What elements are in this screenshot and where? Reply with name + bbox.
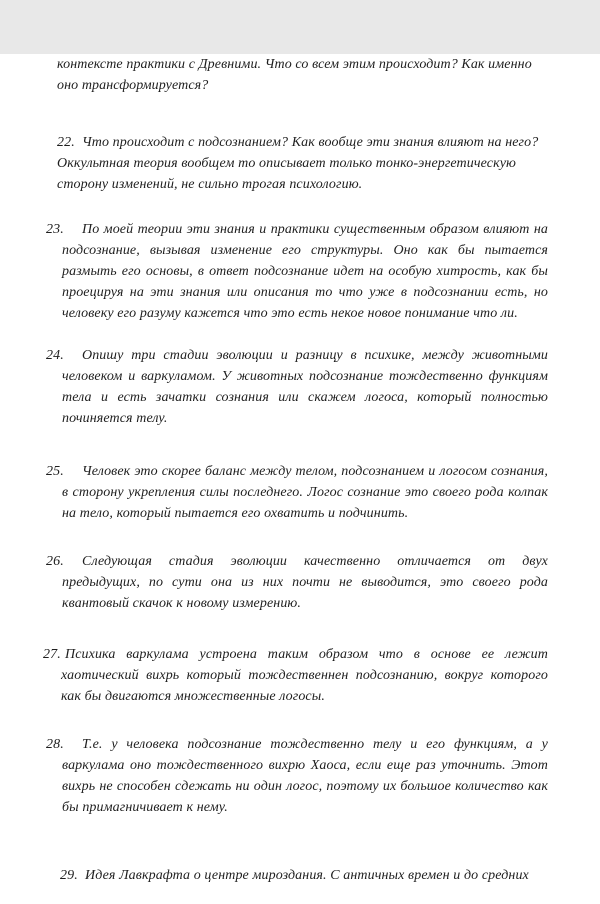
paragraph-25 <box>46 461 548 524</box>
paragraph-22 <box>57 132 548 195</box>
item-text: По моей теории эти знания и практики существенным образом влияют на подсознание, вызывая изменение его структуры. Оно как бы пытается размыть его основы, в ответ подсознание идет на особую хитрость, как бы проецируя на эти знания или описания то что уже в подсознании есть, но человеку его разуму кажется что это есть некое новое понимание что ли. <box>62 222 548 321</box>
document-page <box>0 54 600 904</box>
paragraph-text: контексте практики с Древними. Что со всем этим происходит? Как именно оно трансформируется? <box>57 57 532 93</box>
item-text: Идея Лавкрафта о центре мироздания. С античных времен и до средних <box>85 868 529 883</box>
item-number: 29. <box>60 868 78 883</box>
paragraph-29 <box>62 865 548 886</box>
paragraph-26 <box>46 551 548 614</box>
item-text: Т.е. у человека подсознание тождественно телу и его функциям, а у варкулама оно тождественного вихрю Хаоса, если еще раз уточнить. Этот вихрь не способен сдежать ни один логос, поэтому их большое количество как бы примагничивает к нему. <box>62 737 548 815</box>
paragraph-24 <box>46 345 548 429</box>
item-text: Человек это скорее баланс между телом, подсознанием и логосом сознания, в сторону укрепления силы последнего. Логос сознание это своего рода колпак на тело, который пытается его охватить и подчинить. <box>62 464 548 521</box>
item-number: 27. <box>43 647 61 662</box>
item-text: Следующая стадия эволюции качественно отличается от двух предыдущих, по сути она из них почти не выводится, это своего рода квантовый скачок к новому измерению. <box>62 554 548 611</box>
paragraph-27 <box>43 644 548 707</box>
item-number: 24. <box>46 348 64 363</box>
paragraph-continuation <box>57 54 548 96</box>
item-number: 25. <box>46 464 64 479</box>
item-number: 26. <box>46 554 64 569</box>
item-text: Что происходит с подсознанием? Как вообще эти знания влияют на него? Оккультная теория вообщем то описывает только тонко-энергетическую сторону изменений, не сильно трогая психологию. <box>57 135 539 192</box>
item-text: Опишу три стадии эволюции и разницу в психике, между животными человеком и варкуламом. У животных подсознание тождественно функциям тела и есть зачатки сознания или скажем логоса, который полностью починяется телу. <box>62 348 548 426</box>
item-text: Психика варкулама устроена таким образом что в основе ее лежит хаотический вихрь который тождественнен подсознанию, вокруг которого как бы двигаются множественные логосы. <box>61 647 548 704</box>
paragraph-23 <box>46 219 548 324</box>
item-number: 22. <box>57 135 75 150</box>
paragraph-28 <box>46 734 548 818</box>
item-number: 23. <box>46 222 64 237</box>
item-number: 28. <box>46 737 64 752</box>
